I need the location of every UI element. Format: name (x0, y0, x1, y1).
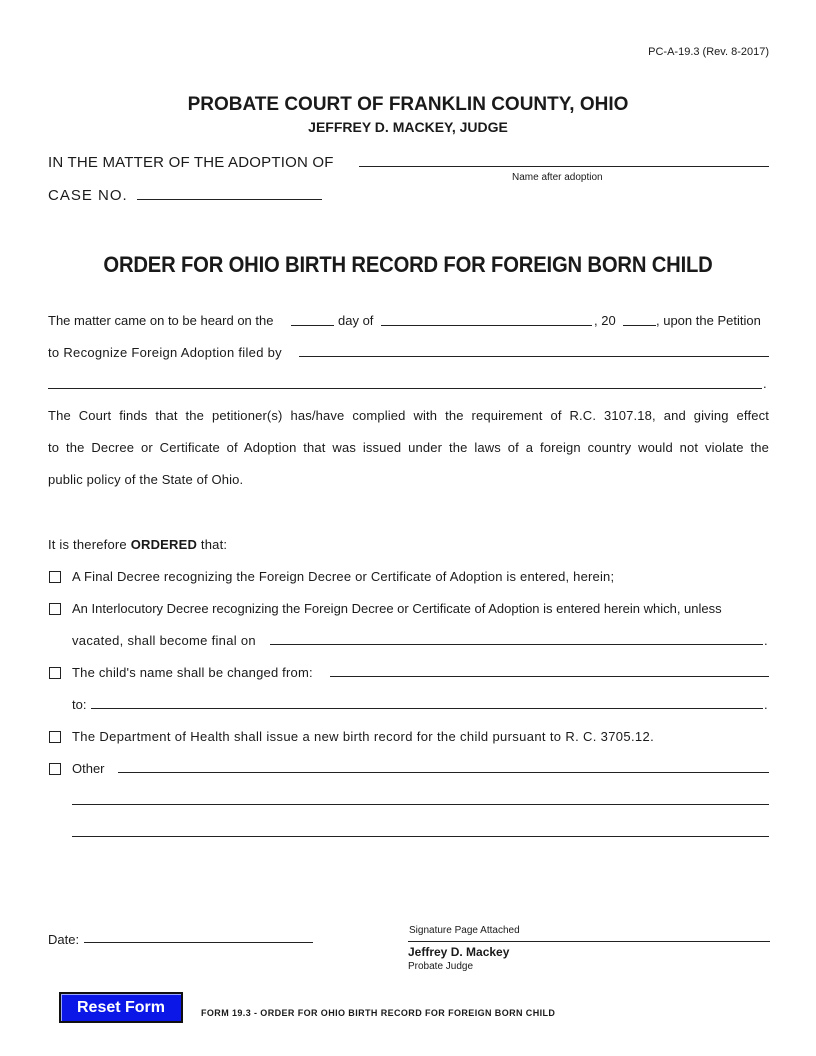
date-label: Date: (48, 932, 80, 947)
name-from-input[interactable] (332, 660, 767, 676)
heard-month-input[interactable] (383, 309, 590, 325)
name-to-underline (91, 708, 763, 709)
name-change-to-text: to: (72, 697, 87, 712)
date-input[interactable] (86, 926, 311, 942)
day-of-text: day of (338, 313, 374, 328)
name-to-period: . (764, 697, 768, 712)
ordered-suffix: that: (200, 537, 228, 552)
adoption-name-underline (359, 166, 769, 167)
other-input-1[interactable] (120, 756, 767, 772)
page-title: ORDER FOR OHIO BIRTH RECORD FOR FOREIGN BORN CHILD (103, 252, 713, 277)
other-text: Other (72, 761, 105, 776)
adoption-name-input[interactable] (361, 150, 767, 166)
case-number-label: CASE NO. (48, 187, 128, 204)
case-number-input[interactable] (139, 183, 320, 199)
findings-line-2: to the Decree or Certificate of Adoption that was issued under the laws of a foreign country would not violate the (48, 440, 769, 455)
case-number-underline (137, 199, 322, 200)
form-code: PC-A-19.3 (Rev. 8-2017) (648, 46, 769, 58)
petitioner-period: . (763, 376, 767, 391)
interlocutory-text-1: An Interlocutory Decree recognizing the Foreign Decree or Certificate of Adoption is entered herein which, unless (72, 601, 722, 616)
findings-line-3: public policy of the State of Ohio. (48, 472, 244, 487)
name-after-adoption-caption: Name after adoption (512, 172, 603, 183)
health-dept-checkbox[interactable] (49, 731, 61, 743)
other-input-3[interactable] (74, 820, 767, 836)
signature-attached-note: Signature Page Attached (409, 925, 520, 936)
heard-day-input[interactable] (292, 309, 333, 325)
heard-day-underline (291, 325, 334, 326)
final-decree-text: A Final Decree recognizing the Foreign Decree or Certificate of Adoption is entered, herein; (72, 569, 615, 584)
court-name: PROBATE COURT OF FRANKLIN COUNTY, OHIO (187, 94, 629, 115)
final-date-underline (270, 644, 763, 645)
signature-judge-title: Probate Judge (408, 961, 474, 972)
ordered-prefix: It is therefore (48, 537, 127, 552)
interlocutory-decree-checkbox[interactable] (49, 603, 61, 615)
petition-filed-text: to Recognize Foreign Adoption filed by (48, 345, 282, 360)
petitioner-input[interactable] (301, 340, 767, 356)
reset-form-button[interactable]: Reset Form (59, 992, 183, 1023)
other-checkbox[interactable] (49, 763, 61, 775)
adoption-matter-label: IN THE MATTER OF THE ADOPTION OF (48, 154, 334, 171)
name-change-from-text: The child's name shall be changed from: (72, 665, 313, 680)
petitioner-line2-underline (48, 388, 762, 389)
footer-form-title: FORM 19.3 - ORDER FOR OHIO BIRTH RECORD FOR FOREIGN BORN CHILD (201, 1008, 556, 1018)
final-date-input[interactable] (272, 628, 761, 644)
name-from-underline (330, 676, 769, 677)
findings-line-1: The Court finds that the petitioner(s) has/have complied with the requirement of R.C. 3107.18, and giving effect (48, 408, 769, 423)
health-dept-text: The Department of Health shall issue a new birth record for the child pursuant to R. C. 3705.12. (72, 729, 655, 744)
year-prefix-text: , 20 (594, 313, 616, 328)
ordered-bold: ORDERED (130, 537, 198, 552)
upon-petition-text: , upon the Petition (656, 313, 761, 328)
other-input-2[interactable] (74, 788, 767, 804)
other-underline-1 (118, 772, 769, 773)
heard-month-underline (381, 325, 592, 326)
other-underline-2 (72, 804, 769, 805)
petitioner-line2-input[interactable] (50, 372, 760, 388)
petitioner-underline (299, 356, 769, 357)
ordered-statement (48, 537, 227, 552)
signature-judge-name: Jeffrey D. Mackey (408, 945, 510, 959)
heard-year-input[interactable] (624, 309, 655, 325)
heard-prefix-text: The matter came on to be heard on the (48, 313, 274, 328)
heard-year-underline (623, 325, 656, 326)
date-underline (84, 942, 313, 943)
signature-underline (408, 941, 770, 942)
interlocutory-text-2: vacated, shall become final on (72, 633, 256, 648)
judge-name-header: JEFFREY D. MACKEY, JUDGE (308, 119, 508, 135)
other-underline-3 (72, 836, 769, 837)
name-change-checkbox[interactable] (49, 667, 61, 679)
final-decree-checkbox[interactable] (49, 571, 61, 583)
final-date-period: . (764, 633, 768, 648)
name-to-input[interactable] (93, 692, 761, 708)
